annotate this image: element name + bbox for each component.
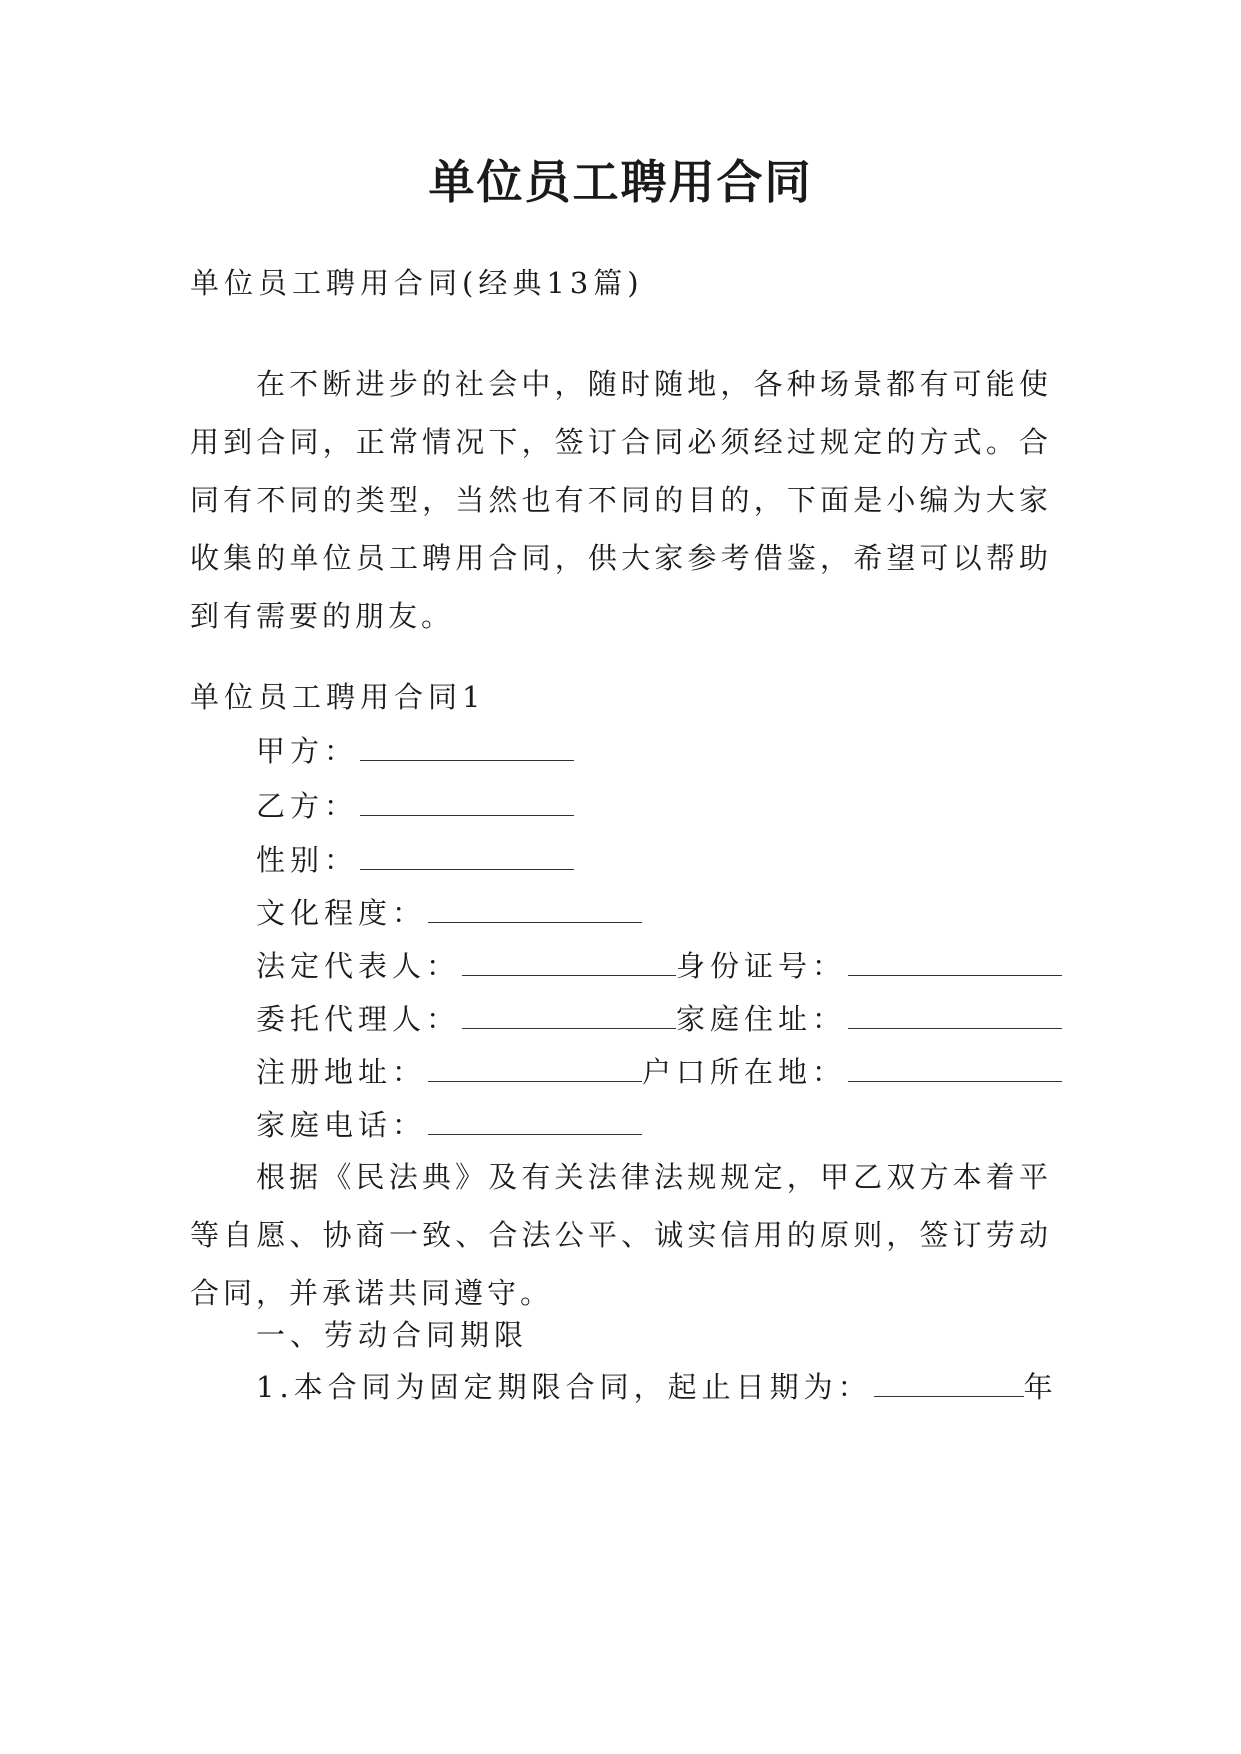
document-title: 单位员工聘用合同: [428, 155, 813, 209]
article-1-item-1: [256, 1367, 1058, 1407]
agent-label: 委托代理人：: [256, 1002, 461, 1036]
document-subtitle: 单位员工聘用合同(经典13篇): [190, 266, 644, 300]
article-1-item-1-text: 1.本合同为固定期限合同，起止日期为：: [256, 1370, 872, 1404]
id-number-label: 身份证号：: [676, 949, 847, 983]
gender-label: 性别：: [256, 843, 359, 877]
reg-address-row: [256, 1052, 1062, 1092]
party-b-label: 乙方：: [256, 789, 359, 823]
agent-blank[interactable]: [462, 1002, 676, 1029]
legal-rep-blank[interactable]: [462, 949, 676, 976]
agent-row: [256, 999, 1062, 1039]
reg-address-blank[interactable]: [428, 1055, 642, 1082]
party-b-row: [256, 786, 574, 826]
party-a-blank[interactable]: [360, 734, 574, 761]
education-row: [256, 893, 642, 933]
home-phone-row: [256, 1105, 642, 1145]
home-address-label: 家庭住址：: [676, 1002, 847, 1036]
gender-blank[interactable]: [360, 843, 574, 870]
section-heading: 单位员工聘用合同1: [190, 680, 486, 714]
intro-paragraph: 在不断进步的社会中，随时随地，各种场景都有可能使用到合同，正常情况下，签订合同必须经过规定的方式。合同有不同的类型，当然也有不同的目的，下面是小编为大家收集的单位员工聘用合同，供大家参考借鉴，希望可以帮助到有需要的朋友。: [190, 367, 1052, 633]
basis-paragraph: 根据《民法典》及有关法律法规规定，甲乙双方本着平等自愿、协商一致、合法公平、诚实信用的原则，签订劳动合同，并承诺共同遵守。: [190, 1160, 1052, 1310]
party-b-blank[interactable]: [360, 789, 574, 816]
home-address-blank[interactable]: [848, 1002, 1062, 1029]
hukou-blank[interactable]: [848, 1055, 1062, 1082]
gender-row: [256, 840, 574, 880]
reg-address-label: 注册地址：: [256, 1055, 427, 1089]
legal-rep-label: 法定代表人：: [256, 949, 461, 983]
education-blank[interactable]: [428, 896, 642, 923]
party-a-label: 甲方：: [256, 734, 359, 768]
home-phone-label: 家庭电话：: [256, 1108, 427, 1142]
contract-start-year-blank[interactable]: [874, 1370, 1024, 1397]
hukou-label: 户口所在地：: [642, 1055, 847, 1089]
id-number-blank[interactable]: [848, 949, 1062, 976]
education-label: 文化程度：: [256, 896, 427, 930]
party-a-row: [256, 731, 574, 771]
article-1-heading: 一、劳动合同期限: [256, 1318, 529, 1352]
legal-rep-row: [256, 946, 1062, 986]
year-label: 年: [1023, 1370, 1058, 1404]
home-phone-blank[interactable]: [428, 1108, 642, 1135]
